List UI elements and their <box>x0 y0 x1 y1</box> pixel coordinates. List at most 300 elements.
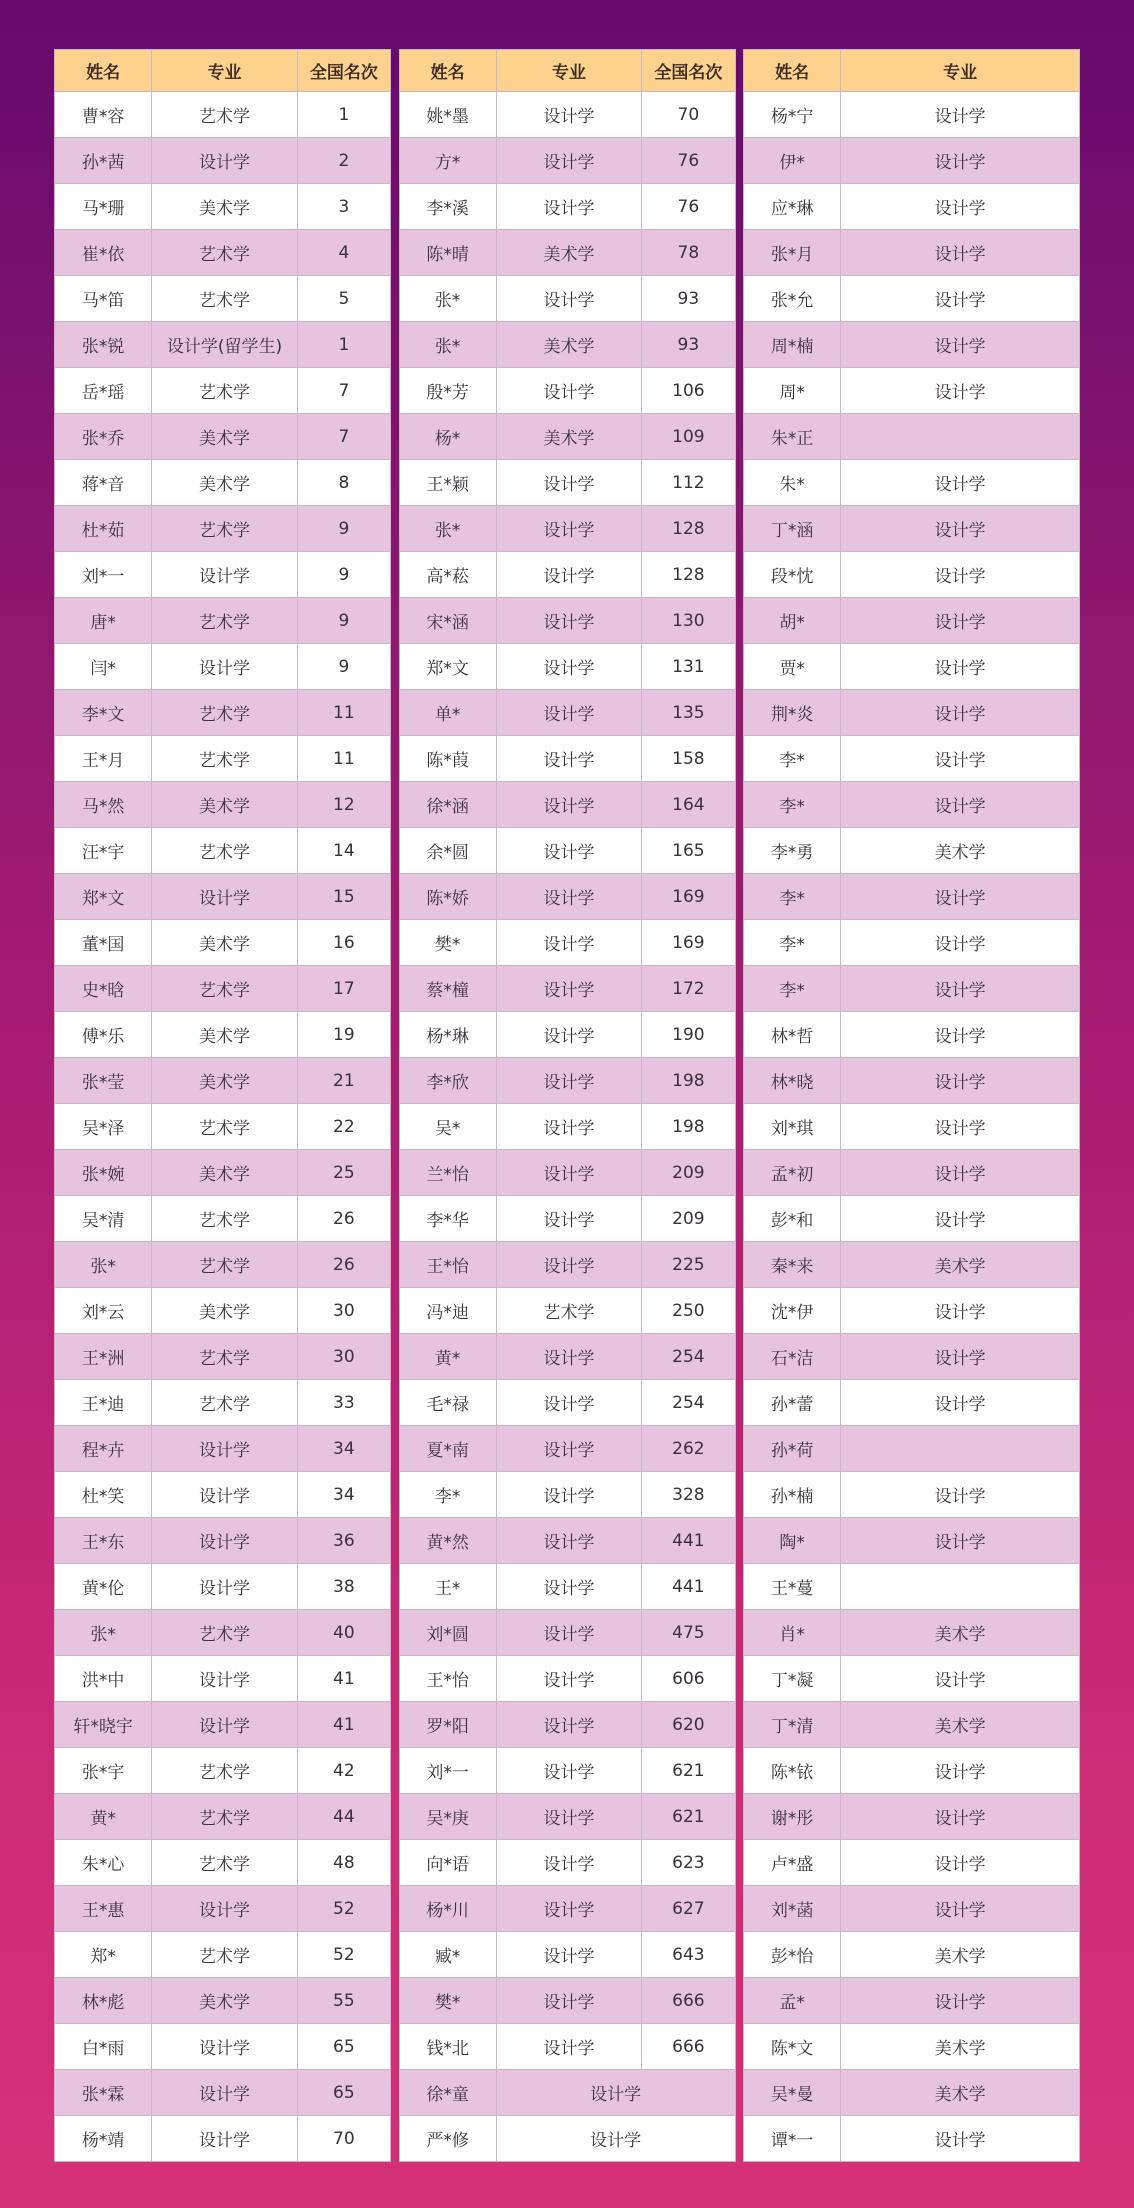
table-row <box>55 1978 391 2024</box>
table-row <box>744 1104 1080 1150</box>
cell-major: 设计学 <box>841 1748 1080 1794</box>
cell-major: 设计学 <box>841 230 1080 276</box>
cell-name: 丁*清 <box>744 1702 841 1748</box>
cell-major: 美术学 <box>152 1150 297 1196</box>
cell-rank: 135 <box>642 690 735 736</box>
cell-name: 张*宇 <box>55 1748 152 1794</box>
cell-name: 董*国 <box>55 920 152 966</box>
table-row <box>744 1012 1080 1058</box>
cell-major: 设计学 <box>152 552 297 598</box>
cell-major: 美术学 <box>841 2024 1080 2070</box>
table-row <box>399 2070 735 2116</box>
table-row <box>744 1196 1080 1242</box>
cell-rank: 40 <box>297 1610 390 1656</box>
cell-rank: 190 <box>642 1012 735 1058</box>
table-row <box>744 460 1080 506</box>
cell-major: 设计学 <box>841 1518 1080 1564</box>
cell-name: 汪*宇 <box>55 828 152 874</box>
table-row <box>55 92 391 138</box>
cell-major: 艺术学 <box>152 230 297 276</box>
cell-major: 设计学 <box>841 368 1080 414</box>
cell-rank: 441 <box>642 1518 735 1564</box>
cell-major: 设计学 <box>841 644 1080 690</box>
cell-name: 吴*曼 <box>744 2070 841 2116</box>
cell-name: 贾* <box>744 644 841 690</box>
cell-major: 艺术学 <box>152 1794 297 1840</box>
table-row <box>399 1794 735 1840</box>
table-row <box>399 1150 735 1196</box>
cell-name: 钱*北 <box>399 2024 496 2070</box>
cell-name: 徐*童 <box>399 2070 496 2116</box>
header-name: 姓名 <box>744 50 841 92</box>
cell-major: 设计学 <box>496 1978 641 2024</box>
cell-major: 设计学 <box>841 1380 1080 1426</box>
cell-major: 设计学 <box>841 184 1080 230</box>
cell-major: 设计学 <box>496 2070 735 2116</box>
cell-major: 设计学 <box>496 506 641 552</box>
cell-name: 张*月 <box>744 230 841 276</box>
cell-major: 设计学 <box>496 1334 641 1380</box>
cell-major: 设计学 <box>496 782 641 828</box>
cell-name: 吴*庚 <box>399 1794 496 1840</box>
header-name: 姓名 <box>399 50 496 92</box>
table-row <box>55 1104 391 1150</box>
table-row <box>55 1288 391 1334</box>
cell-major: 设计学 <box>841 782 1080 828</box>
cell-name: 杜*茹 <box>55 506 152 552</box>
table-row <box>744 966 1080 1012</box>
cell-name: 刘*一 <box>55 552 152 598</box>
table-row <box>744 1150 1080 1196</box>
cell-rank: 19 <box>297 1012 390 1058</box>
table-row <box>55 874 391 920</box>
table-row <box>55 1472 391 1518</box>
table-row <box>399 1886 735 1932</box>
cell-name: 陈*晴 <box>399 230 496 276</box>
table-row <box>55 230 391 276</box>
table-row <box>55 506 391 552</box>
cell-rank: 627 <box>642 1886 735 1932</box>
cell-name: 孟* <box>744 1978 841 2024</box>
table-row <box>744 138 1080 184</box>
cell-major: 美术学 <box>152 1058 297 1104</box>
cell-major: 设计学 <box>841 2116 1080 2162</box>
header-rank: 全国名次 <box>642 50 735 92</box>
cell-name: 秦*来 <box>744 1242 841 1288</box>
cell-name: 刘*菡 <box>744 1886 841 1932</box>
cell-major: 设计学 <box>496 1564 641 1610</box>
cell-name: 陈*铱 <box>744 1748 841 1794</box>
table-row <box>55 1426 391 1472</box>
cell-name: 沈*伊 <box>744 1288 841 1334</box>
cell-name: 马*笛 <box>55 276 152 322</box>
table-row <box>55 1012 391 1058</box>
cell-major: 美术学 <box>152 184 297 230</box>
cell-name: 石*洁 <box>744 1334 841 1380</box>
table-row <box>744 1334 1080 1380</box>
table-row <box>55 1518 391 1564</box>
table-row <box>399 1472 735 1518</box>
cell-name: 王*颖 <box>399 460 496 506</box>
cell-name: 徐*涵 <box>399 782 496 828</box>
cell-name: 孙*楠 <box>744 1472 841 1518</box>
cell-name: 臧* <box>399 1932 496 1978</box>
cell-major: 设计学 <box>841 1012 1080 1058</box>
cell-name: 余*圆 <box>399 828 496 874</box>
cell-name: 冯*迪 <box>399 1288 496 1334</box>
cell-rank: 93 <box>642 276 735 322</box>
cell-major: 设计学 <box>496 1656 641 1702</box>
table-row <box>399 920 735 966</box>
cell-name: 单* <box>399 690 496 736</box>
table-row <box>399 1564 735 1610</box>
table-row <box>399 966 735 1012</box>
table-row <box>399 552 735 598</box>
cell-major: 美术学 <box>841 828 1080 874</box>
table-row <box>399 782 735 828</box>
cell-rank: 52 <box>297 1932 390 1978</box>
cell-major: 美术学 <box>152 1978 297 2024</box>
cell-name: 张* <box>55 1610 152 1656</box>
cell-rank: 106 <box>642 368 735 414</box>
cell-rank: 164 <box>642 782 735 828</box>
cell-name: 杨*琳 <box>399 1012 496 1058</box>
cell-rank: 22 <box>297 1104 390 1150</box>
cell-major: 设计学 <box>496 920 641 966</box>
table-row <box>55 644 391 690</box>
table-row <box>744 1748 1080 1794</box>
table-row <box>744 2024 1080 2070</box>
cell-name: 杨*靖 <box>55 2116 152 2162</box>
cell-major: 设计学 <box>496 1794 641 1840</box>
table-row <box>399 1288 735 1334</box>
cell-major: 艺术学 <box>152 276 297 322</box>
table-row <box>744 920 1080 966</box>
cell-rank: 9 <box>297 506 390 552</box>
cell-name: 樊* <box>399 1978 496 2024</box>
cell-name: 黄*然 <box>399 1518 496 1564</box>
table-row <box>55 1932 391 1978</box>
cell-major: 设计学 <box>496 184 641 230</box>
cell-rank: 441 <box>642 1564 735 1610</box>
cell-name: 曹*容 <box>55 92 152 138</box>
cell-rank: 666 <box>642 1978 735 2024</box>
table-row <box>744 1978 1080 2024</box>
cell-name: 荆*炎 <box>744 690 841 736</box>
cell-rank: 4 <box>297 230 390 276</box>
table-row <box>55 1610 391 1656</box>
cell-rank: 34 <box>297 1426 390 1472</box>
table-row <box>744 552 1080 598</box>
cell-major: 设计学 <box>841 874 1080 920</box>
table-row <box>744 92 1080 138</box>
cell-name: 殷*芳 <box>399 368 496 414</box>
cell-rank: 3 <box>297 184 390 230</box>
cell-major: 艺术学 <box>152 1748 297 1794</box>
cell-major: 艺术学 <box>152 690 297 736</box>
table-row <box>399 1058 735 1104</box>
cell-name: 姚*墨 <box>399 92 496 138</box>
cell-name: 张*锐 <box>55 322 152 368</box>
cell-rank: 26 <box>297 1196 390 1242</box>
cell-rank: 621 <box>642 1748 735 1794</box>
cell-rank: 621 <box>642 1794 735 1840</box>
table-row <box>399 230 735 276</box>
cell-major: 艺术学 <box>152 1610 297 1656</box>
cell-name: 傅*乐 <box>55 1012 152 1058</box>
table-row <box>399 138 735 184</box>
cell-rank: 172 <box>642 966 735 1012</box>
cell-rank: 25 <box>297 1150 390 1196</box>
cell-major: 设计学 <box>496 690 641 736</box>
table-row <box>744 2116 1080 2162</box>
table-row <box>55 828 391 874</box>
cell-name: 杨* <box>399 414 496 460</box>
cell-name: 张*莹 <box>55 1058 152 1104</box>
table-row <box>744 1702 1080 1748</box>
cell-rank: 112 <box>642 460 735 506</box>
cell-name: 陈*娇 <box>399 874 496 920</box>
cell-name: 岳*瑶 <box>55 368 152 414</box>
cell-name: 严*修 <box>399 2116 496 2162</box>
cell-name: 谭*一 <box>744 2116 841 2162</box>
cell-name: 轩*晓宇 <box>55 1702 152 1748</box>
cell-name: 方* <box>399 138 496 184</box>
cell-rank: 198 <box>642 1058 735 1104</box>
table-row <box>55 2116 391 2162</box>
cell-rank: 620 <box>642 1702 735 1748</box>
cell-major: 设计学 <box>841 1840 1080 1886</box>
cell-major: 设计学 <box>841 1886 1080 1932</box>
cell-rank: 254 <box>642 1380 735 1426</box>
cell-name: 王*怡 <box>399 1242 496 1288</box>
cell-name: 陈*葭 <box>399 736 496 782</box>
table-row <box>399 828 735 874</box>
cell-major: 设计学 <box>496 1932 641 1978</box>
table-header-row <box>399 50 735 92</box>
table-row <box>399 1610 735 1656</box>
cell-rank: 169 <box>642 874 735 920</box>
cell-rank: 209 <box>642 1150 735 1196</box>
cell-major: 美术学 <box>152 1012 297 1058</box>
table-row <box>55 736 391 782</box>
cell-major: 设计学 <box>496 552 641 598</box>
cell-name: 张*婉 <box>55 1150 152 1196</box>
table-row <box>399 874 735 920</box>
cell-name: 史*晗 <box>55 966 152 1012</box>
cell-name: 蒋*音 <box>55 460 152 506</box>
cell-name: 李*溪 <box>399 184 496 230</box>
cell-name: 谢*彤 <box>744 1794 841 1840</box>
cell-rank: 9 <box>297 552 390 598</box>
table-row <box>55 184 391 230</box>
table-row <box>744 1610 1080 1656</box>
cell-name: 蔡*橦 <box>399 966 496 1012</box>
cell-rank: 130 <box>642 598 735 644</box>
table-row <box>399 736 735 782</box>
cell-name: 刘*云 <box>55 1288 152 1334</box>
cell-rank: 328 <box>642 1472 735 1518</box>
cell-major: 美术学 <box>152 1288 297 1334</box>
cell-major: 设计学 <box>841 1978 1080 2024</box>
cell-name: 黄* <box>55 1794 152 1840</box>
table-row <box>55 966 391 1012</box>
table-row <box>55 2024 391 2070</box>
table-row <box>744 1840 1080 1886</box>
cell-rank: 76 <box>642 138 735 184</box>
cell-rank: 76 <box>642 184 735 230</box>
cell-major: 设计学 <box>152 1426 297 1472</box>
cell-rank: 78 <box>642 230 735 276</box>
table-row <box>744 690 1080 736</box>
cell-major: 美术学 <box>152 782 297 828</box>
table-row <box>744 506 1080 552</box>
cell-major: 美术学 <box>496 414 641 460</box>
cell-name: 吴*泽 <box>55 1104 152 1150</box>
table-row <box>744 1058 1080 1104</box>
table-row <box>744 230 1080 276</box>
cell-major: 设计学 <box>496 460 641 506</box>
table-row <box>399 1518 735 1564</box>
cell-name: 李* <box>744 874 841 920</box>
cell-rank: 55 <box>297 1978 390 2024</box>
table-row <box>744 1380 1080 1426</box>
cell-rank: 643 <box>642 1932 735 1978</box>
cell-major: 美术学 <box>152 920 297 966</box>
table-row <box>399 1840 735 1886</box>
cell-major: 艺术学 <box>152 736 297 782</box>
cell-major: 设计学 <box>496 598 641 644</box>
cell-name: 刘*琪 <box>744 1104 841 1150</box>
table-row <box>55 1840 391 1886</box>
table-row <box>399 322 735 368</box>
cell-major: 设计学 <box>152 874 297 920</box>
table-row <box>744 736 1080 782</box>
cell-major: 设计学 <box>496 138 641 184</box>
cell-rank: 158 <box>642 736 735 782</box>
cell-rank: 250 <box>642 1288 735 1334</box>
cell-name: 夏*南 <box>399 1426 496 1472</box>
cell-major: 设计学 <box>841 1794 1080 1840</box>
cell-name: 李* <box>744 736 841 782</box>
cell-major: 设计学 <box>841 920 1080 966</box>
table-row <box>55 552 391 598</box>
table-row <box>744 828 1080 874</box>
cell-name: 段*忱 <box>744 552 841 598</box>
cell-name: 郑*文 <box>55 874 152 920</box>
cell-rank: 11 <box>297 736 390 782</box>
cell-name: 李* <box>744 782 841 828</box>
table-row <box>55 1886 391 1932</box>
table-row <box>399 1334 735 1380</box>
cell-major: 艺术学 <box>152 1104 297 1150</box>
cell-major: 艺术学 <box>152 828 297 874</box>
ranking-table-1 <box>54 49 391 2162</box>
cell-rank: 209 <box>642 1196 735 1242</box>
cell-major: 设计学 <box>496 2116 735 2162</box>
table-row <box>399 1978 735 2024</box>
table-row <box>399 1656 735 1702</box>
cell-name: 孟*初 <box>744 1150 841 1196</box>
table-row <box>744 414 1080 460</box>
table-row <box>399 690 735 736</box>
cell-rank: 42 <box>297 1748 390 1794</box>
table-row <box>55 1656 391 1702</box>
cell-name: 王*怡 <box>399 1656 496 1702</box>
table-row <box>399 414 735 460</box>
cell-name: 毛*禄 <box>399 1380 496 1426</box>
cell-major: 设计学 <box>496 276 641 322</box>
cell-name: 刘*圆 <box>399 1610 496 1656</box>
table-row <box>399 1104 735 1150</box>
cell-major: 设计学 <box>841 1334 1080 1380</box>
cell-major: 设计学 <box>841 598 1080 644</box>
cell-name: 丁*凝 <box>744 1656 841 1702</box>
cell-rank: 7 <box>297 414 390 460</box>
cell-major: 设计学 <box>152 2024 297 2070</box>
cell-name: 周*楠 <box>744 322 841 368</box>
table-row <box>744 1656 1080 1702</box>
cell-major: 设计学 <box>496 2024 641 2070</box>
cell-major: 设计学 <box>496 874 641 920</box>
cell-major: 设计学 <box>841 92 1080 138</box>
cell-major: 设计学 <box>496 644 641 690</box>
cell-major <box>841 1426 1080 1472</box>
ranking-table-2 <box>399 49 736 2162</box>
cell-rank: 30 <box>297 1334 390 1380</box>
cell-major: 设计学 <box>152 1656 297 1702</box>
cell-name: 胡* <box>744 598 841 644</box>
cell-rank: 30 <box>297 1288 390 1334</box>
cell-name: 崔*依 <box>55 230 152 276</box>
cell-rank: 9 <box>297 598 390 644</box>
cell-name: 白*雨 <box>55 2024 152 2070</box>
table-row <box>55 1150 391 1196</box>
cell-rank: 475 <box>642 1610 735 1656</box>
cell-name: 张* <box>399 276 496 322</box>
cell-name: 李*欣 <box>399 1058 496 1104</box>
table-row <box>744 1288 1080 1334</box>
table-row <box>399 460 735 506</box>
cell-name: 马*珊 <box>55 184 152 230</box>
table-row <box>399 276 735 322</box>
table-row <box>744 782 1080 828</box>
table-row <box>744 368 1080 414</box>
cell-name: 李*华 <box>399 1196 496 1242</box>
cell-name: 洪*中 <box>55 1656 152 1702</box>
cell-rank: 48 <box>297 1840 390 1886</box>
cell-major: 美术学 <box>841 2070 1080 2116</box>
cell-name: 樊* <box>399 920 496 966</box>
cell-major: 设计学 <box>496 1012 641 1058</box>
cell-rank: 262 <box>642 1426 735 1472</box>
cell-rank: 12 <box>297 782 390 828</box>
cell-rank: 21 <box>297 1058 390 1104</box>
table-row <box>399 1932 735 1978</box>
cell-major: 设计学 <box>152 644 297 690</box>
cell-name: 唐* <box>55 598 152 644</box>
cell-rank: 128 <box>642 552 735 598</box>
cell-major: 设计学 <box>841 690 1080 736</box>
cell-rank: 198 <box>642 1104 735 1150</box>
cell-name: 伊* <box>744 138 841 184</box>
cell-name: 吴* <box>399 1104 496 1150</box>
table-row <box>744 1564 1080 1610</box>
cell-major: 艺术学 <box>152 1380 297 1426</box>
table-row <box>55 276 391 322</box>
cell-rank: 70 <box>297 2116 390 2162</box>
table-row <box>55 460 391 506</box>
